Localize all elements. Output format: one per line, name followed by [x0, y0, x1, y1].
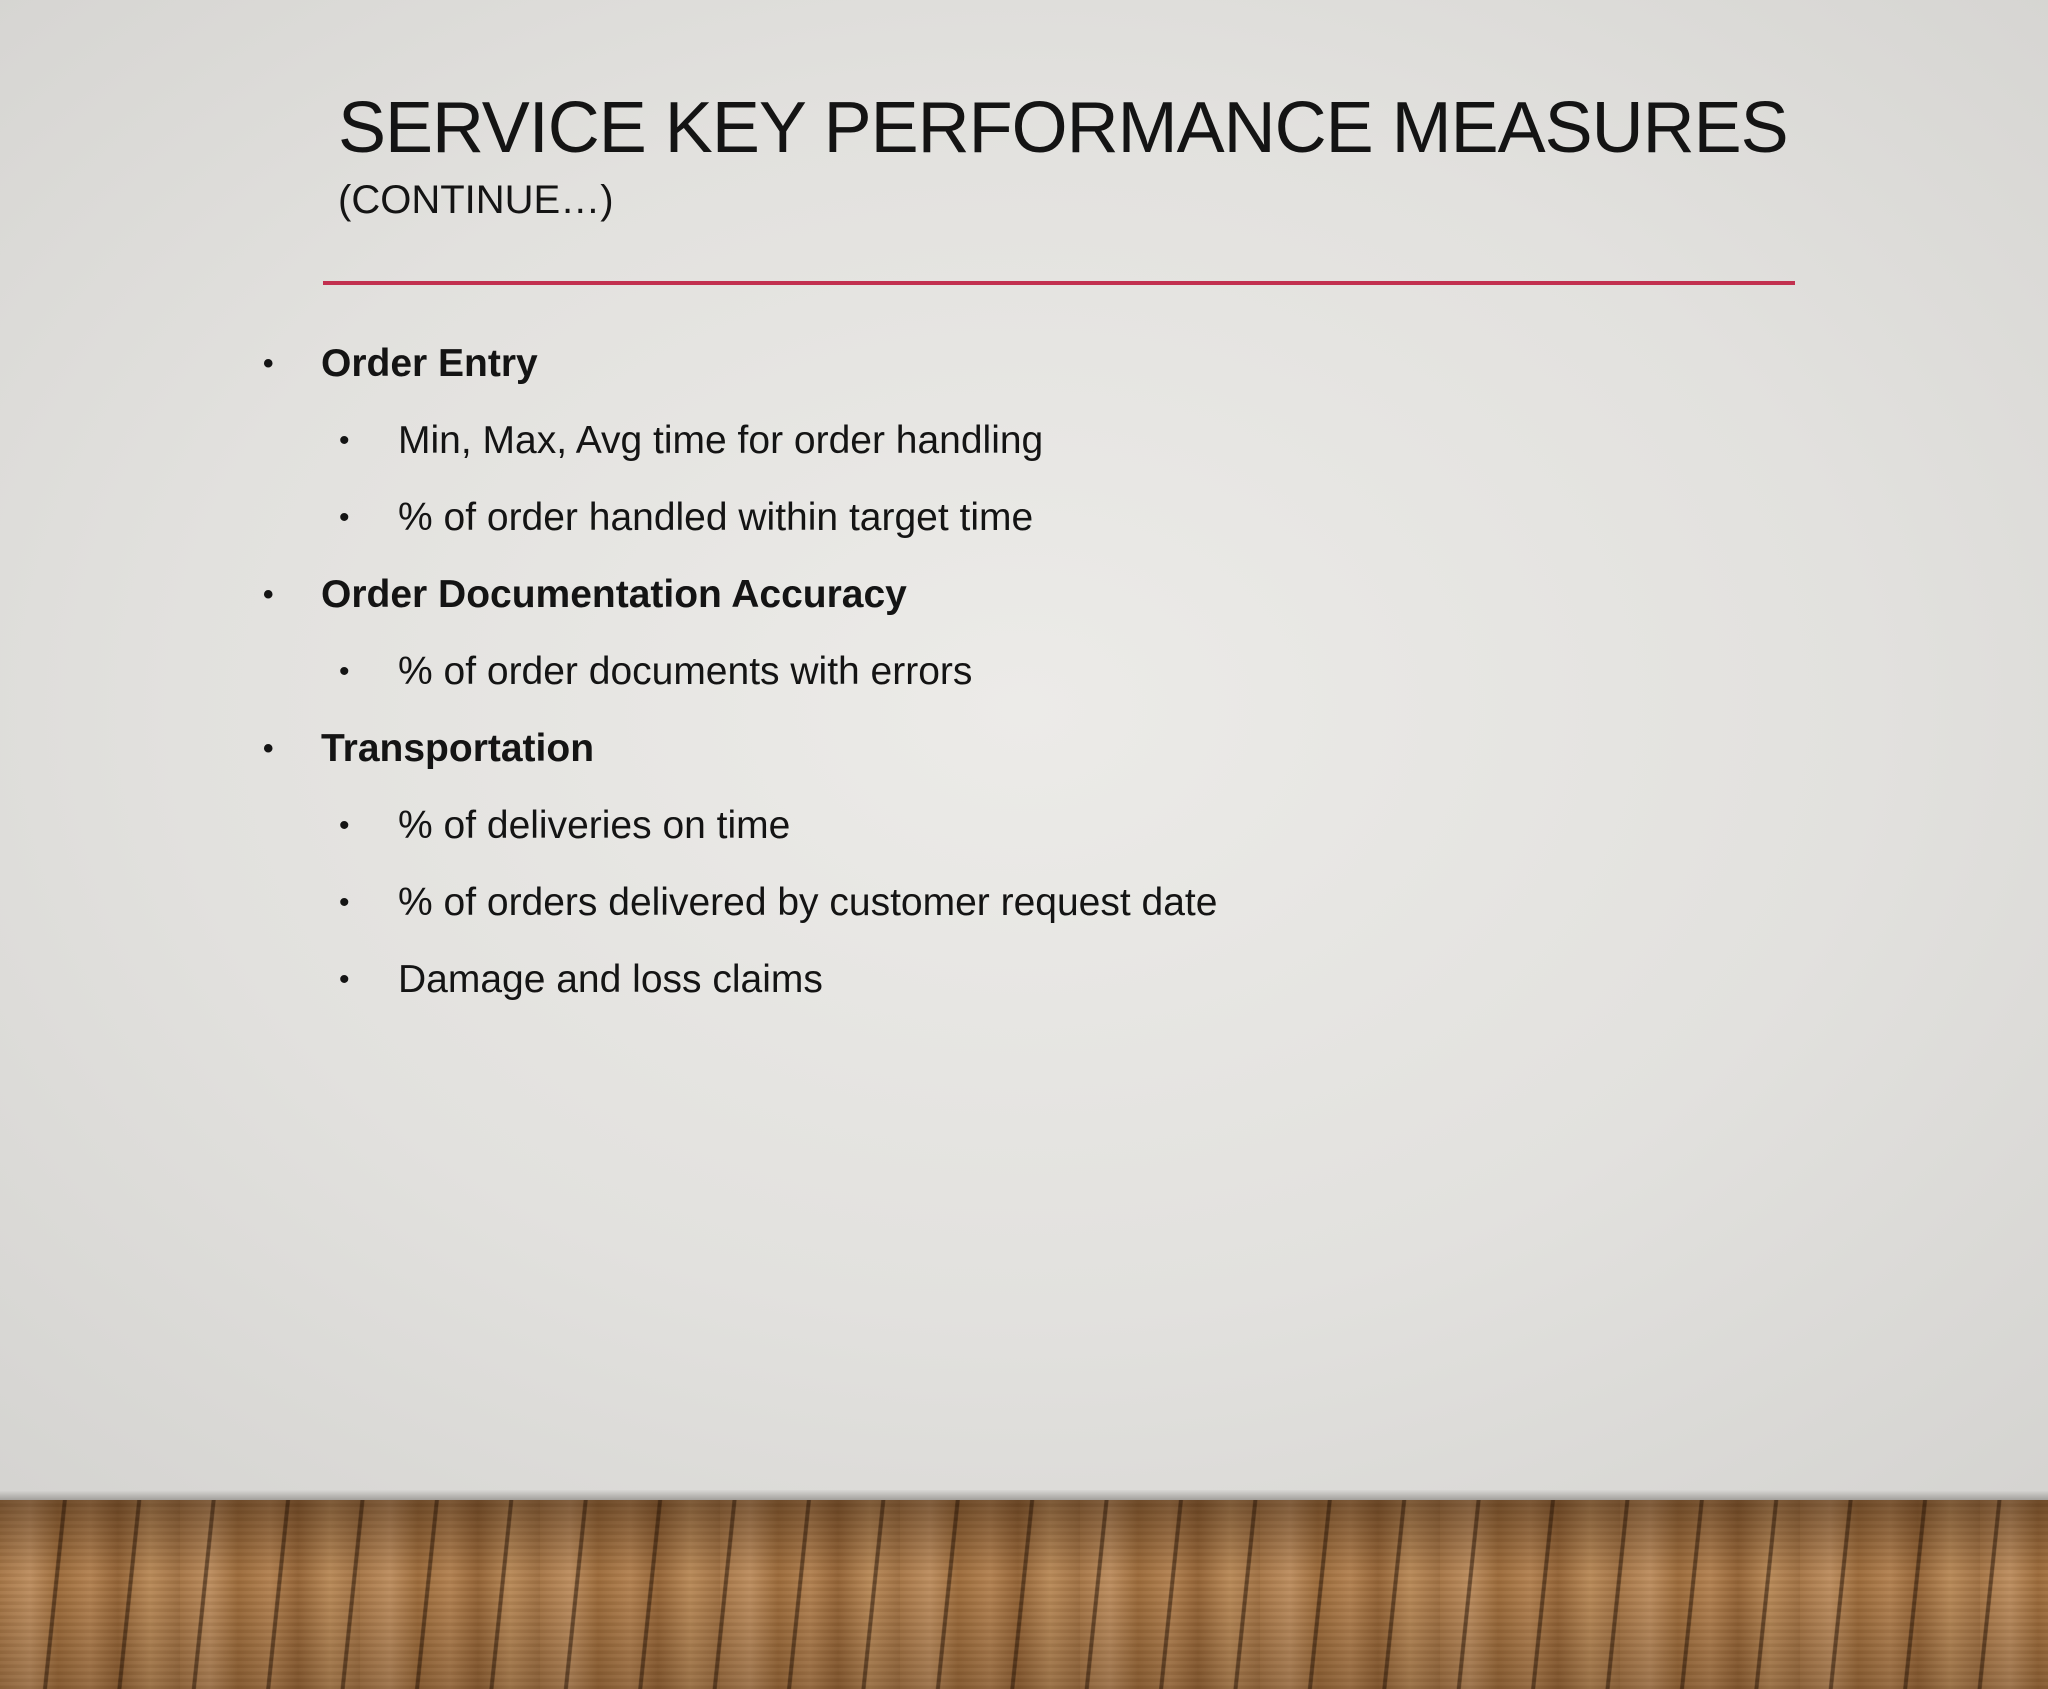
bullet-text: Order Entry — [321, 342, 538, 385]
bullet-item-delivered-by-request-date — [339, 881, 1218, 924]
bullet-icon: • — [339, 886, 350, 919]
bullet-item-damage-loss-claims — [339, 958, 823, 1001]
bullet-icon: • — [263, 347, 274, 380]
bullet-text: Order Documentation Accuracy — [321, 573, 907, 616]
bullet-item-orders-within-target — [339, 496, 1034, 539]
bullet-item-documentation-accuracy — [263, 573, 907, 616]
bullet-text: Min, Max, Avg time for order handling — [398, 419, 1044, 462]
bullet-item-order-entry — [263, 342, 538, 385]
bullet-item-transportation — [263, 727, 595, 770]
bullet-icon: • — [263, 578, 274, 611]
floor-shading — [0, 1500, 2048, 1689]
slide-title: SERVICE KEY PERFORMANCE MEASURES — [338, 88, 1788, 168]
bullet-text: Damage and loss claims — [398, 958, 823, 1001]
bullet-text: Transportation — [321, 727, 595, 770]
bullet-icon: • — [339, 655, 350, 688]
bullet-icon: • — [339, 424, 350, 457]
bullet-text: % of deliveries on time — [398, 804, 791, 847]
bullet-item-documents-with-errors — [339, 650, 973, 693]
bullet-icon: • — [339, 809, 350, 842]
bullet-text: % of orders delivered by customer request date — [398, 881, 1218, 924]
bullet-item-deliveries-on-time — [339, 804, 791, 847]
bullet-icon: • — [263, 732, 274, 765]
bullet-text: % of order documents with errors — [398, 650, 973, 693]
bullet-text: % of order handled within target time — [398, 496, 1034, 539]
bullet-icon: • — [339, 963, 350, 996]
wood-floor-background — [0, 1500, 2048, 1689]
bullet-item-order-handling-time — [339, 419, 1044, 462]
bullet-icon: • — [339, 501, 350, 534]
slide-subtitle: (CONTINUE…) — [338, 178, 614, 222]
